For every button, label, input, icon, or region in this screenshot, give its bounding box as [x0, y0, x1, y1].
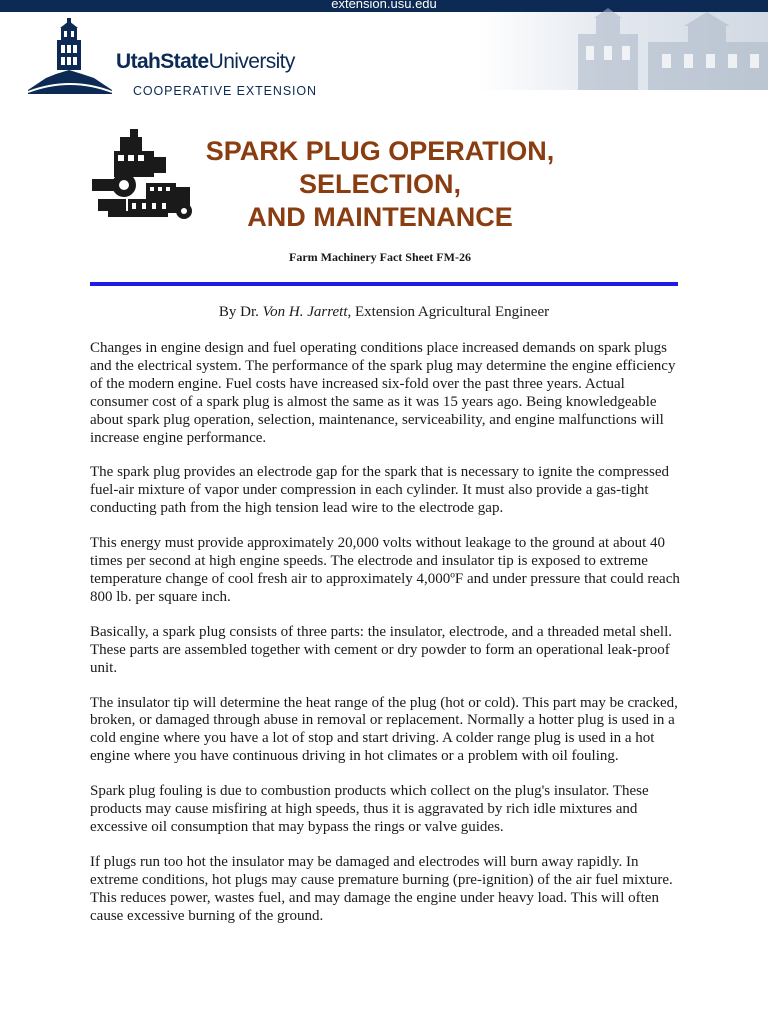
body-paragraph: This energy must provide approximately 20,000 volts without leakage to the ground at about 40 times per second at high engine speeds. The electrode and insulator tip is exposed to extreme temperature change of cool fresh air to approximately 4,000ºF and under pressure that could reach 800 lb. per square inch. [90, 535, 680, 605]
site-url[interactable]: extension.usu.edu [331, 0, 437, 11]
cooperative-extension-label: COOPERATIVE EXTENSION [133, 84, 317, 98]
title-line: SELECTION, [298, 169, 461, 199]
author-name: Von H. Jarrett [262, 304, 348, 320]
document-title [190, 135, 570, 234]
body-paragraph: Spark plug fouling is due to combustion products which collect on the plug's insulator. These products may cause misfiring at high speeds, thus it is aggravated by rich idle mixtures and excessive oil consumption that may bypass the rings or valve guides. [90, 783, 649, 835]
body-paragraph: Changes in engine design and fuel operating conditions place increased demands on spark plugs and the electrical system. The performance of the spark plug may determine the engine efficiency of the modern engine. Fuel costs have increased six-fold over the past three years. Actual consumer cost of a spark plug is almost the same as it was 15 years ago. Being knowledgeable about spark plug operation, selection, maintenance, serviceability, and engine malfunctions will increase engine performance. [90, 340, 676, 446]
body-paragraph: If plugs run too hot the insulator may be damaged and electrodes will burn away rapidly. In extreme conditions, hot plugs may cause premature burning (pre-ignition) of the air fuel mixture. This reduces power, wastes fuel, and may damage the engine under heavy load. This will often cause excessive burning of the ground. [90, 853, 673, 924]
fact-sheet-subtitle: Farm Machinery Fact Sheet FM-26 [289, 250, 471, 264]
body-paragraph: The spark plug provides an electrode gap for the spark that is necessary to ignite the compressed fuel-air mixture of vapor under compression in each cylinder. It must also provide a gas-tight conducting path from the high tension lead wire to the electrode gap. [90, 464, 669, 517]
article-body [90, 340, 682, 942]
body-paragraph: The insulator tip will determine the heat range of the plug (hot or cold). This part may be cracked, broken, or damaged through abuse in removal or replacement. Normally a hotter plug is used in a cold engine where you have a lot of stop and start driving. A colder range plug is used in a hot engine where you have continuous driving in hot climates or a problem with oil fouling. [90, 694, 678, 765]
byline: By Dr. Von H. Jarrett, Extension Agricultural Engineer [218, 304, 550, 320]
title-line: AND MAINTENANCE [247, 202, 513, 232]
old-main-tower-icon [26, 18, 114, 98]
university-header [0, 12, 768, 98]
site-url-bar [0, 0, 768, 12]
title-line: SPARK PLUG OPERATION, [205, 136, 555, 166]
body-paragraph: Basically, a spark plug consists of three parts: the insulator, electrode, and a threaded metal shell. These parts are assembled together with cement or dry powder to form an operational leak-proof unit. [90, 623, 672, 676]
title-divider [90, 282, 678, 286]
university-name[interactable]: UtahStateUniversity [116, 50, 295, 73]
campus-building-watermark [538, 12, 768, 90]
farm-machinery-illustration [88, 127, 200, 223]
